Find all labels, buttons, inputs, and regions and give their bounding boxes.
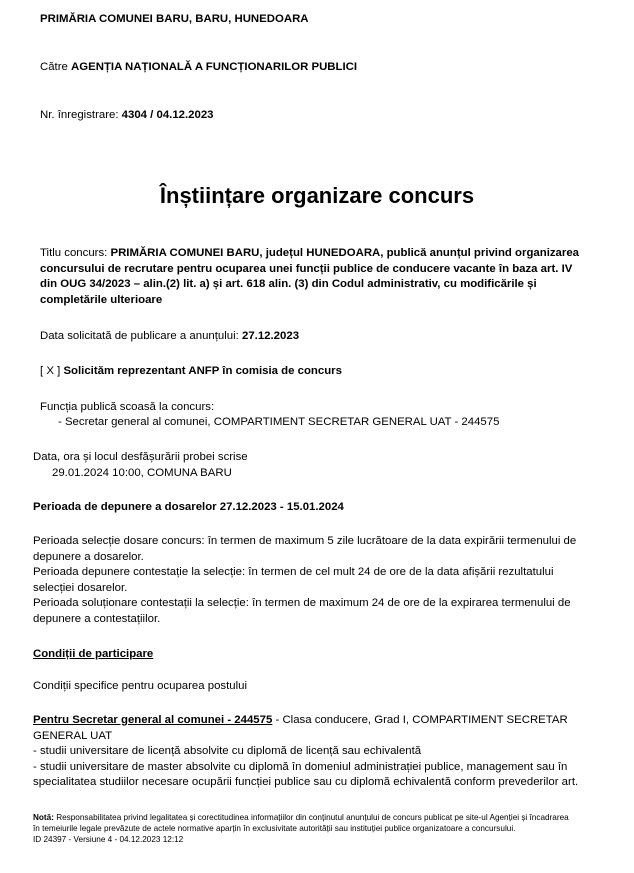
solve-period-2: depunere a contestațiilor. xyxy=(33,612,161,625)
contest-line-4: completările ulterioare xyxy=(40,293,163,306)
selection-period-2: depunere a dosarelor. xyxy=(33,550,144,563)
publish-date-label: Data solicitată de publicare a anunțului: xyxy=(40,330,239,342)
contest-title xyxy=(40,246,610,308)
post-details: - Clasa conducere, Grad I, COMPARTIMENT SECRETAR xyxy=(272,714,568,726)
publish-date-line xyxy=(40,330,299,342)
requirement-2b: specialitatea studiilor necesare ocupării funcției publice sau cu diplomă echivalentă conform prevederilor art. xyxy=(33,776,579,788)
anfp-checkbox: [ X ] xyxy=(40,365,61,377)
recipient-value: AGENȚIA NAȚIONALĂ A FUNCȚIONARILOR PUBLICI xyxy=(71,61,358,73)
selection-period-1: Perioada selecție dosare concurs: în termen de maximum 5 zile lucrătoare de la data expirării termenului de xyxy=(33,535,577,547)
requirement-1: - studii universitare de licență absolvite cu diplomă de licență sau echivalentă xyxy=(33,745,422,757)
footer-note xyxy=(33,812,628,845)
conditions-heading: Condiții de participare xyxy=(33,648,154,660)
solve-period-1: Perioada soluționare contestații la selecție: în termen de maximum 24 de ore de la expirarea termenului de xyxy=(33,597,571,609)
post-title: Pentru Secretar general al comunei - 244575 xyxy=(33,714,273,726)
note-label: Notă: xyxy=(33,813,54,822)
periods-block xyxy=(33,534,623,627)
anfp-text: Solicităm reprezentant ANFP în comisia de concurs xyxy=(63,365,342,377)
institution-name: PRIMĂRIA COMUNEI BARU, BARU, HUNEDOARA xyxy=(40,13,309,25)
contest-label: Titlu concurs: xyxy=(40,247,108,259)
registration-value: 4304 / 04.12.2023 xyxy=(121,109,214,121)
function-item: - Secretar general al comunei, COMPARTIMENT SECRETAR GENERAL UAT - 244575 xyxy=(58,416,500,428)
recipient-label: Către xyxy=(40,61,68,73)
exam-label: Data, ora și locul desfășurării probei scrise xyxy=(33,451,248,463)
recipient-line xyxy=(40,61,357,73)
note-text-2: în temeiurile legale prevăzute de actele normative aparțin în exclusivitate autorității sau instituției publice organizatoare a concursului. xyxy=(33,824,516,833)
contest-line-1: PRIMĂRIA COMUNEI BARU, județul HUNEDOARA, publică anunțul privind organizarea xyxy=(110,247,579,259)
anfp-request xyxy=(40,365,342,377)
contest-line-3: din OUG 34/2023 – alin.(2) lit. a) și art. 618 alin. (3) din Codul administrativ, cu modificările și xyxy=(40,278,537,290)
registration-line xyxy=(40,109,214,121)
function-label: Funcția publică scoasă la concurs: xyxy=(40,401,215,413)
publish-date-value: 27.12.2023 xyxy=(242,330,300,342)
requirement-2a: - studii universitare de master absolvite cu diplomă în domeniul administrației publice, management sau în xyxy=(33,760,568,773)
post-details-2: GENERAL UAT xyxy=(33,729,113,742)
specific-conditions: Condiții specifice pentru ocuparea postului xyxy=(33,680,248,692)
document-id: ID 24397 - Versiune 4 - 04.12.2023 12:12 xyxy=(33,835,184,844)
page-title: Înștiințare organizare concurs xyxy=(159,183,475,208)
appeal-period-1: Perioada depunere contestație la selecție: în termen de cel mult 24 de ore de la data afișării rezultatului xyxy=(33,566,554,578)
registration-label: Nr. înregistrare: xyxy=(40,109,119,121)
appeal-period-2: selecției dosarelor. xyxy=(33,581,128,594)
exam-value: 29.01.2024 10:00, COMUNA BARU xyxy=(52,467,232,479)
deposit-period: Perioada de depunere a dosarelor 27.12.2023 - 15.01.2024 xyxy=(33,501,344,513)
contest-line-2: concursului de recrutare pentru ocuparea unei funcții publice de conducere vacante în baza art. IV xyxy=(40,262,573,275)
post-block xyxy=(33,713,623,791)
note-text-1: Responsabilitatea privind legalitatea și corectitudinea informațiilor din conținutul anunțului de concurs publicat pe site-ul Agenției și încadrarea xyxy=(53,813,569,822)
